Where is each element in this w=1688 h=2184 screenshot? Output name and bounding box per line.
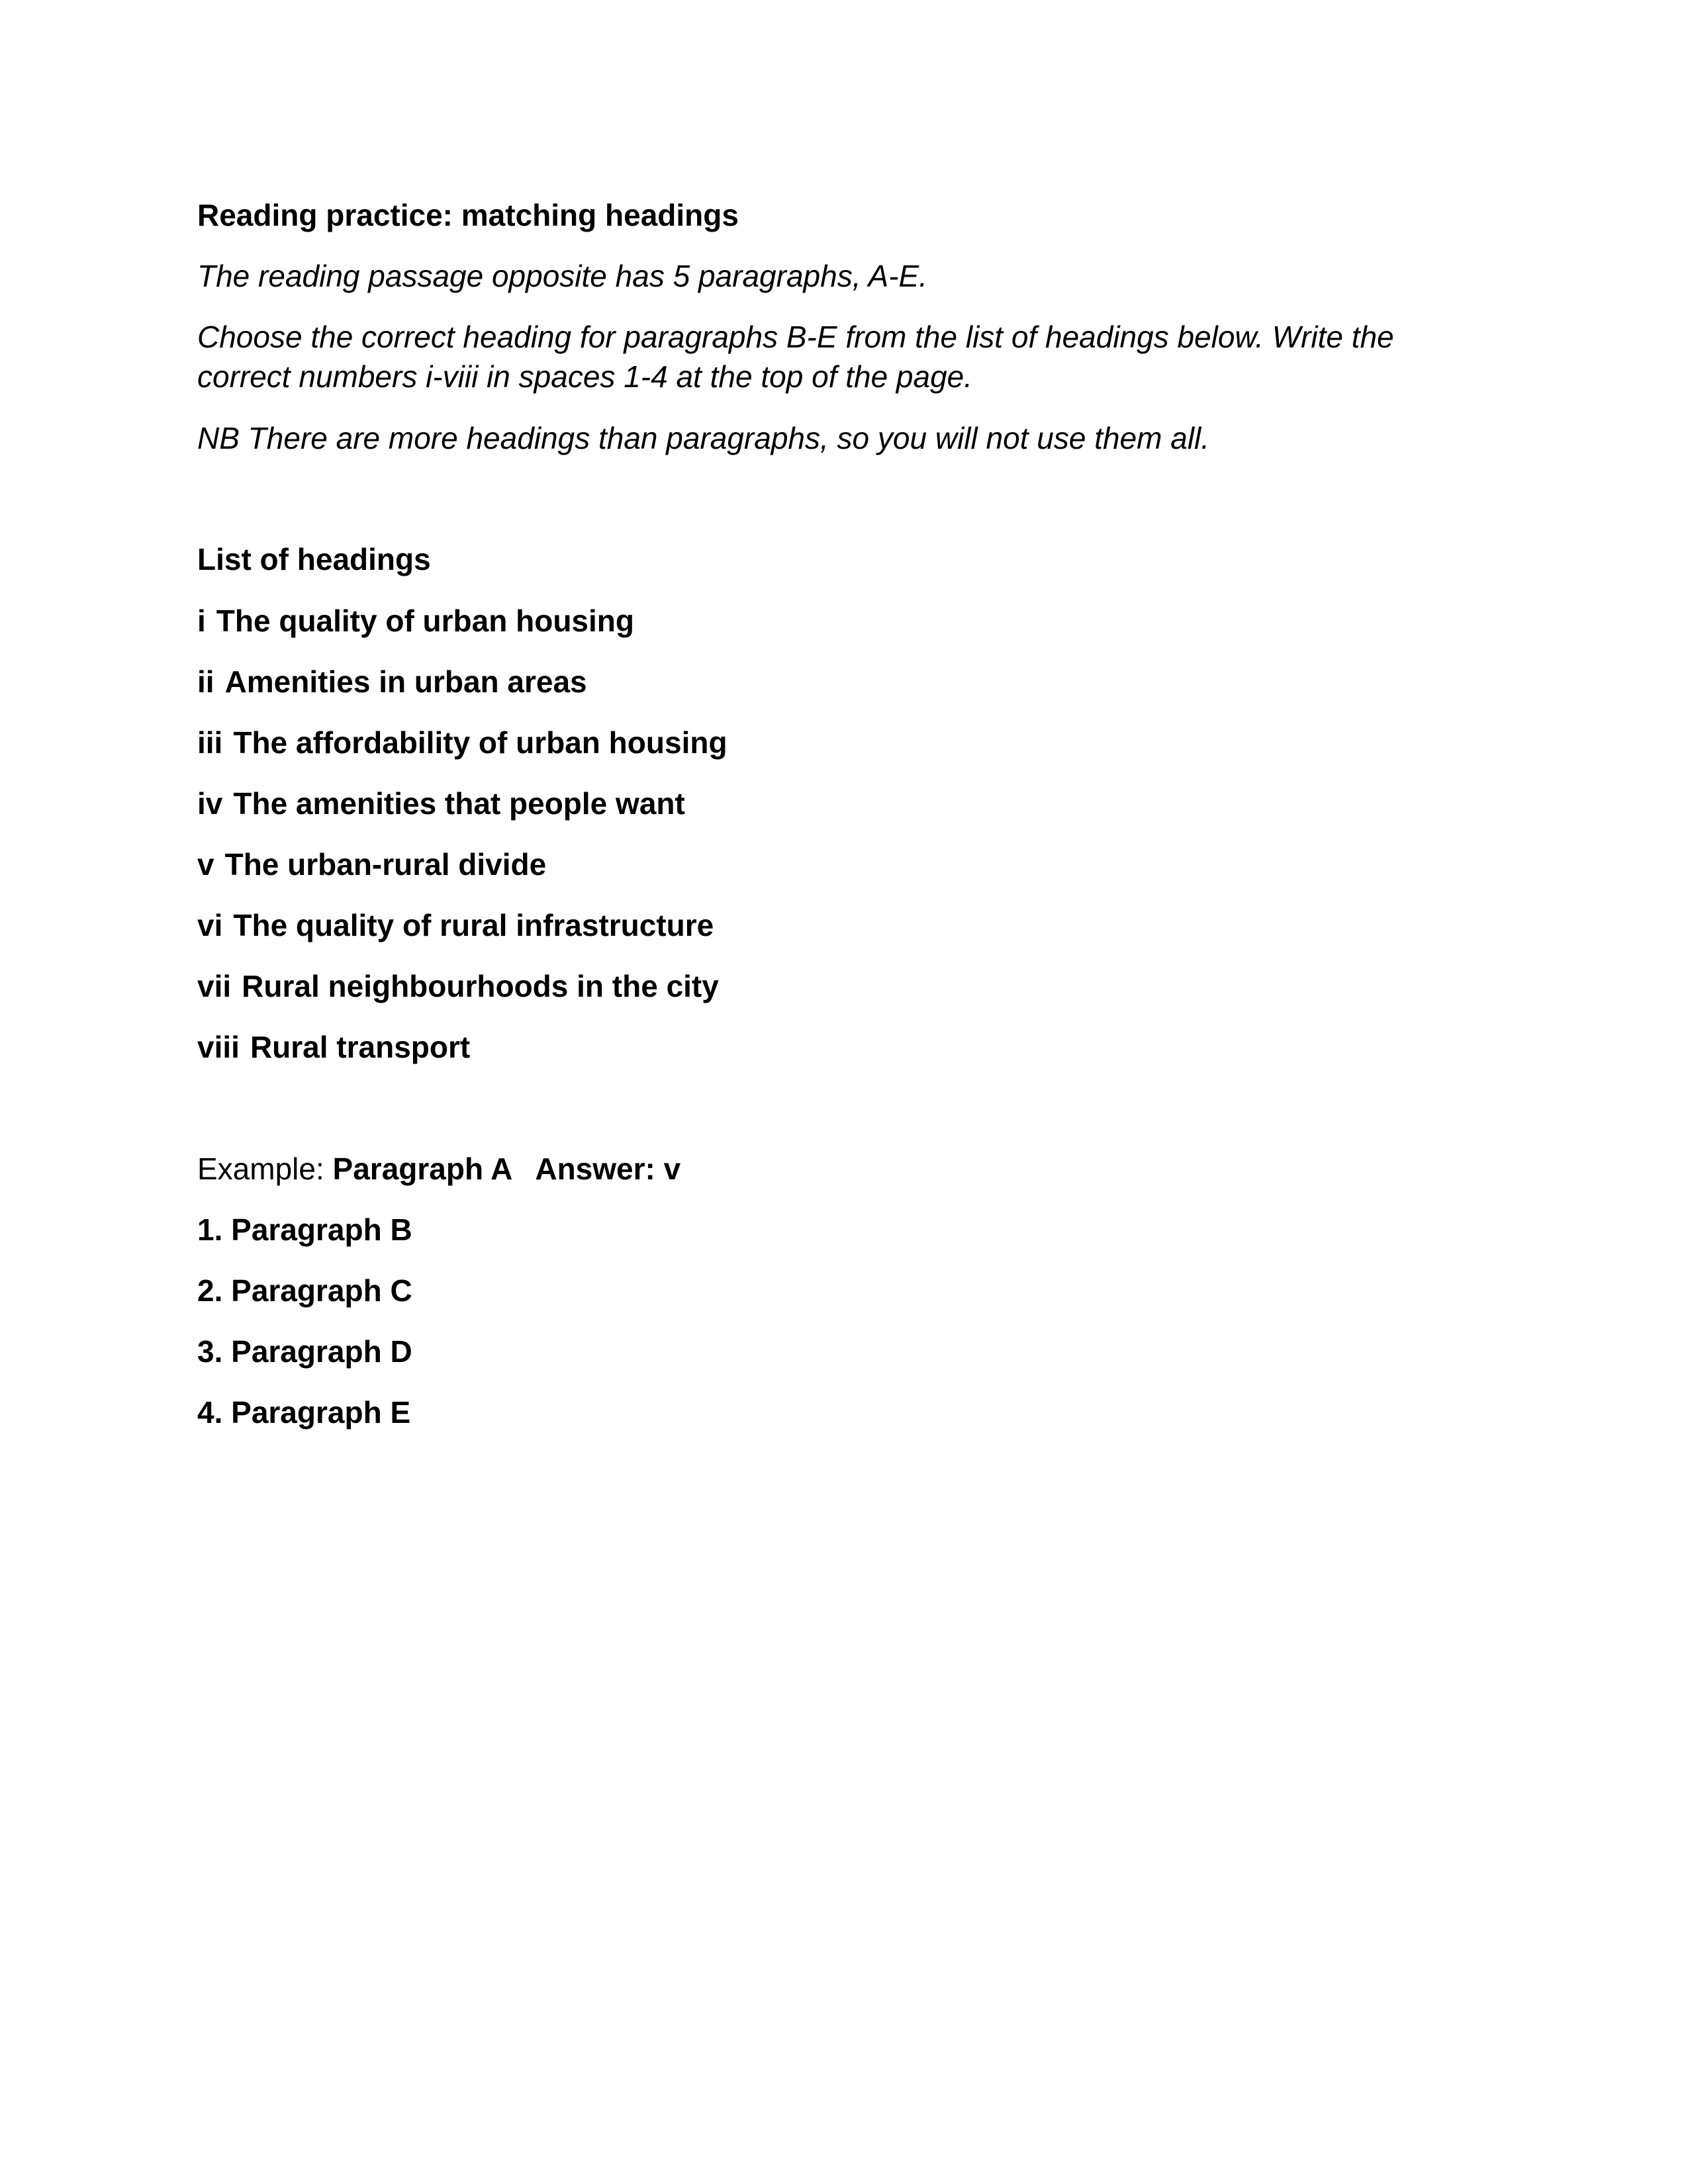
heading-item — [197, 784, 685, 823]
heading-item — [197, 844, 546, 884]
heading-text: Rural transport — [250, 1030, 471, 1064]
headings-list-title: List of headings — [197, 542, 431, 576]
heading-text: The quality of rural infrastructure — [233, 908, 714, 942]
instruction-line-2: Choose the correct heading for paragraphs B-E from the list of headings below. Write the correct numbers i-viii in spaces 1-4 at the top of the page. — [197, 320, 1394, 394]
heading-item — [197, 966, 719, 1006]
heading-text: The affordability of urban housing — [233, 725, 727, 760]
question-item: 4. Paragraph E — [197, 1395, 411, 1430]
heading-text: Amenities in urban areas — [224, 664, 587, 699]
heading-text: The urban-rural divide — [224, 847, 547, 882]
heading-text: The amenities that people want — [233, 786, 685, 821]
heading-number: viii — [197, 1030, 240, 1064]
heading-item — [197, 1027, 470, 1067]
heading-text: The quality of urban housing — [216, 604, 634, 638]
heading-number: vi — [197, 908, 223, 942]
question-item: 3. Paragraph D — [197, 1334, 412, 1369]
heading-number: v — [197, 847, 214, 882]
example-label: Example: — [197, 1152, 324, 1186]
heading-number: ii — [197, 664, 214, 699]
heading-text: Rural neighbourhoods in the city — [242, 969, 719, 1003]
heading-item — [197, 905, 714, 945]
question-item: 2. Paragraph C — [197, 1273, 412, 1308]
question-item: 1. Paragraph B — [197, 1212, 412, 1247]
heading-number: iv — [197, 786, 223, 821]
page-title: Reading practice: matching headings — [197, 198, 739, 232]
heading-item — [197, 723, 727, 762]
heading-item — [197, 662, 587, 702]
example-line — [197, 1149, 680, 1189]
instruction-line-1: The reading passage opposite has 5 paragraphs, A-E. — [197, 259, 928, 293]
document-page — [197, 0, 1495, 2184]
heading-item — [197, 601, 634, 641]
heading-number: vii — [197, 969, 232, 1003]
example-paragraph: Paragraph A — [332, 1152, 513, 1186]
heading-number: iii — [197, 725, 223, 760]
example-answer: Answer: v — [535, 1152, 681, 1186]
heading-number: i — [197, 604, 206, 638]
instruction-line-3: NB There are more headings than paragraphs, so you will not use them all. — [197, 421, 1210, 455]
